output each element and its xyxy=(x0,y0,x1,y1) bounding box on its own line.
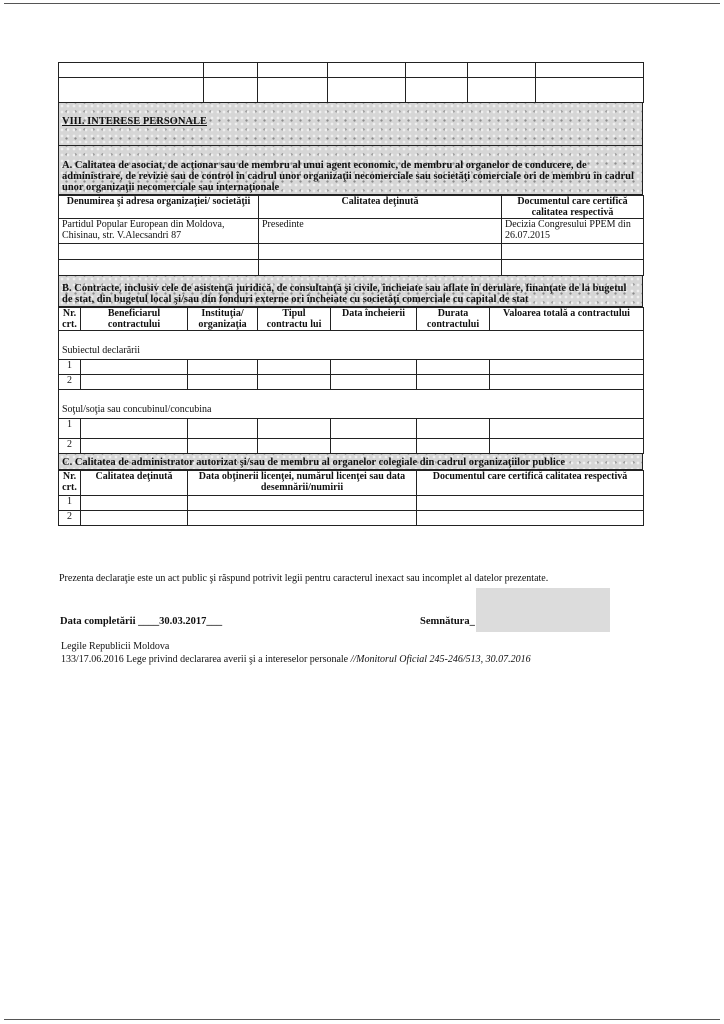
row-number: 2 xyxy=(59,439,81,454)
table-row xyxy=(59,439,644,454)
table-cell xyxy=(502,260,644,276)
column-header: Data încheierii xyxy=(331,308,417,331)
table-cell xyxy=(59,260,259,276)
table-cell xyxy=(502,244,644,260)
table-row xyxy=(59,419,644,439)
group-label-row xyxy=(59,390,644,419)
legal-statement: Prezenta declaraţie este un act public şi răspund potrivit legii pentru caracterul inexact sau incomplet al datelor prezentate. xyxy=(59,573,549,584)
table-header-row xyxy=(59,196,644,219)
column-header: Denumirea şi adresa organizaţiei/ societăţii xyxy=(59,196,259,219)
column-header: Tipul contractu lui xyxy=(258,308,331,331)
table-row xyxy=(59,63,644,78)
table-cell xyxy=(59,244,259,260)
column-header: Calitatea deţinută xyxy=(81,471,188,496)
previous-section-table xyxy=(58,62,644,103)
law-reference-source: //Monitorul Oficial 245-246/513, 30.07.2016 xyxy=(350,654,531,665)
row-number: 1 xyxy=(59,419,81,439)
table-cell: Decizia Congresului PPEM din 26.07.2015 xyxy=(502,219,644,244)
group-label: Soţul/soţia sau concubinul/concubina xyxy=(59,390,644,419)
column-header: Valoarea totală a contractului xyxy=(490,308,644,331)
column-header: Data obţinerii licenţei, numărul licenţei sau data desemnării/numirii xyxy=(188,471,417,496)
table-cell: Partidul Popular European din Moldova, Chisinau, str. V.Alecsandri 87 xyxy=(59,219,259,244)
bottom-border-line xyxy=(4,1019,720,1020)
column-header: Documentul care certifică calitatea respectivă xyxy=(502,196,644,219)
law-reference-text: 133/17.06.2016 Lege privind declararea averii şi a intereselor personale xyxy=(61,654,349,665)
column-header: Documentul care certifică calitatea respectivă xyxy=(417,471,644,496)
section-b-table xyxy=(58,307,644,454)
table-header-row xyxy=(59,308,644,331)
row-number: 1 xyxy=(59,360,81,375)
table-row xyxy=(59,244,644,260)
signature-redaction xyxy=(476,588,610,632)
table-cell: Presedinte xyxy=(259,219,502,244)
signature-label: Semnătura xyxy=(420,616,470,627)
top-border-line xyxy=(4,3,720,4)
column-header: Durata contractului xyxy=(417,308,490,331)
completion-date: Data completării ____30.03.2017___ xyxy=(60,616,223,627)
date-value: 30.03.2017 xyxy=(159,616,207,627)
column-header: Nr. crt. xyxy=(59,308,81,331)
date-label: Data completării xyxy=(60,616,136,627)
row-number: 2 xyxy=(59,375,81,390)
declaration-page xyxy=(58,62,643,526)
table-row xyxy=(59,375,644,390)
section-c-table xyxy=(58,470,644,526)
table-row xyxy=(59,511,644,526)
section-b-heading: B. Contracte, inclusiv cele de asistenţă juridică, de consultanţă şi civile, încheiate sau aflate în derulare, finanţate de la bugetul de stat, din bugetul local şi/sau din fonduri externe ori încheiate cu societăţi comerciale cu capital de stat xyxy=(58,276,643,307)
section-a-table xyxy=(58,195,644,276)
section-title: VIII. INTERESE PERSONALE xyxy=(62,116,208,127)
column-header: Calitatea deţinută xyxy=(259,196,502,219)
law-reference-title: Legile Republicii Moldova xyxy=(61,641,170,652)
column-header: Beneficiarul contractului xyxy=(81,308,188,331)
column-header: Instituţia/ organizaţia xyxy=(188,308,258,331)
table-row xyxy=(59,260,644,276)
section-viii-heading xyxy=(58,103,643,146)
table-cell xyxy=(259,260,502,276)
signature-field: Semnătura_ xyxy=(420,616,475,627)
table-row xyxy=(59,496,644,511)
table-row xyxy=(59,78,644,103)
law-reference xyxy=(61,654,531,666)
group-label-row xyxy=(59,331,644,360)
row-number: 2 xyxy=(59,511,81,526)
section-a-heading: A. Calitatea de asociat, de acţionar sau de membru al unui agent economic, de membru al organelor de conducere, de administrare, de revizie sau de control în cadrul unor organizaţii necomerciale sau societăţi comerciale ori de membru în cadrul unor organizaţii necomerciale sau internaţionale xyxy=(58,146,643,195)
section-c-heading: C. Calitatea de administrator autorizat şi/sau de membru al organelor colegiale din cadrul organizaţiilor publice xyxy=(58,454,643,470)
table-header-row xyxy=(59,471,644,496)
group-label: Subiectul declarării xyxy=(59,331,644,360)
table-row xyxy=(59,219,644,244)
table-row xyxy=(59,360,644,375)
table-cell xyxy=(259,244,502,260)
column-header: Nr. crt. xyxy=(59,471,81,496)
row-number: 1 xyxy=(59,496,81,511)
